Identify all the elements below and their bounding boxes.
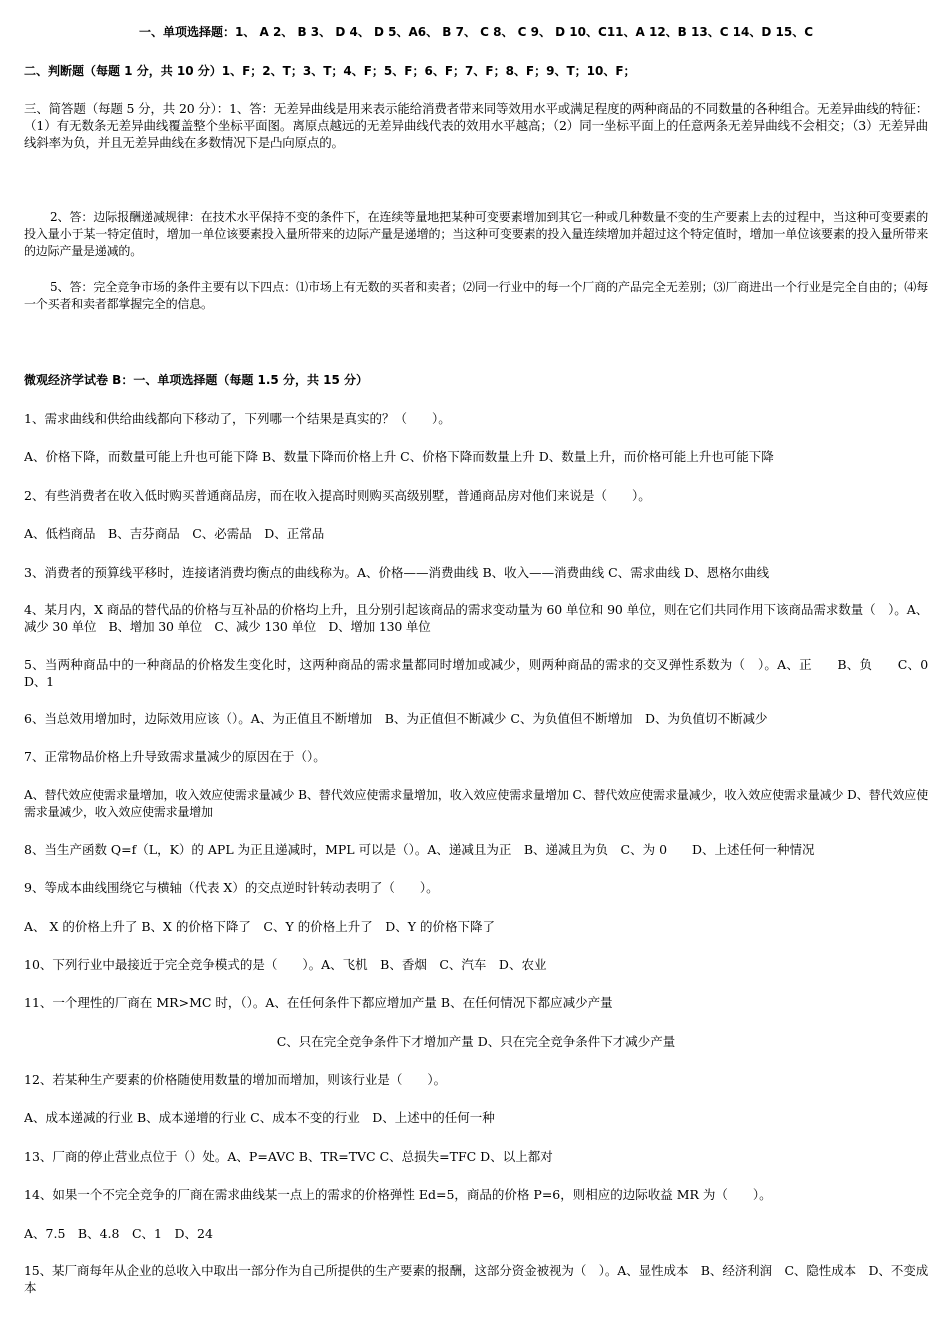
question-9: 9、等成本曲线围绕它与横轴（代表 X）的交点逆时针转动表明了（ ）。 bbox=[24, 880, 439, 895]
question-8: 8、当生产函数 Q=f（L，K）的 APL 为正且递减时，MPL 可以是（）。A、递减且为正 B、递减且为负 C、为 0 D、上述任何一种情况 bbox=[24, 842, 815, 857]
exam-b-heading: 微观经济学试卷 B：一、单项选择题（每题 1.5 分，共 15 分） bbox=[24, 373, 368, 387]
question-12-options: A、成本递减的行业 B、成本递增的行业 C、成本不变的行业 D、上述中的任何一种 bbox=[24, 1110, 495, 1125]
question-12: 12、若某种生产要素的价格随使用数量的增加而增加，则该行业是（ ）。 bbox=[24, 1072, 447, 1087]
question-11-options-cd: C、只在完全竞争条件下才增加产量 D、只在完全竞争条件下才减少产量 bbox=[276, 1034, 676, 1049]
question-11: 11、一个理性的厂商在 MR>MC 时，（）。A、在任何条件下都应增加产量 B、在任何情况下都应减少产量 bbox=[24, 995, 613, 1010]
question-14: 14、如果一个不完全竞争的厂商在需求曲线某一点上的需求的价格弹性 Ed=5，商品的价格 P=6，则相应的边际收益 MR 为（ ）。 bbox=[24, 1187, 772, 1202]
question-5: 5、当两种商品中的一种商品的价格发生变化时，这两种商品的需求量都同时增加或减少，则两种商品的需求的交叉弹性系数为（ ）。A、正 B、负 C、0 D、1 bbox=[24, 657, 928, 689]
question-2-options: A、低档商品 B、吉芬商品 C、必需品 D、正常品 bbox=[24, 526, 325, 541]
answers-judgment-line: 二、判断题（每题 1 分，共 10 分）1、F；2、T；3、T；4、F；5、F；6、F；7、F；8、F；9、T；10、F； bbox=[24, 64, 636, 78]
question-1: 1、需求曲线和供给曲线都向下移动了，下列哪一个结果是真实的？（ ）。 bbox=[24, 411, 451, 426]
question-13: 13、厂商的停止营业点位于（）处。A、P=AVC B、TR=TVC C、总损失=TFC D、以上都对 bbox=[24, 1149, 553, 1164]
question-4: 4、某月内，X 商品的替代品的价格与互补品的价格均上升，且分别引起该商品的需求变动量为 60 单位和 90 单位，则在它们共同作用下该商品需求数量（ ）。A、减少 30 单位 B、增加 30 单位 C、减少 130 单位 D、增加 130 单位 bbox=[24, 602, 928, 634]
answers-short-q5: 5、答：完全竞争市场的条件主要有以下四点：⑴市场上有无数的买者和卖者；⑵同一行业中的每一个厂商的产品完全无差别；⑶厂商进出一个行业是完全自由的；⑷每一个买者和卖者都掌握完全的信息。 bbox=[24, 280, 928, 311]
question-10: 10、下列行业中最接近于完全竞争模式的是（ ）。A、飞机 B、香烟 C、汽车 D、农业 bbox=[24, 957, 547, 972]
question-2: 2、有些消费者在收入低时购买普通商品房，而在收入提高时则购买高级别墅，普通商品房对他们来说是（ ）。 bbox=[24, 488, 651, 503]
answers-short-q1: 三、简答题（每题 5 分，共 20 分）：1、答：无差异曲线是用来表示能给消费者带来同等效用水平或满足程度的两种商品的不同数量的各种组合。无差异曲线的特征：（1）有无数条无差异曲线覆盖整个坐标平面图。离原点越远的无差异曲线代表的效用水平越高；（2）同一坐标平面上的任意两条无差异曲线不会相交；（3）无差异曲线斜率为负，并且无差异曲线在多数情况下是凸向原点的。 bbox=[24, 101, 928, 150]
answers-short-q2: 2、答：边际报酬递减规律：在技术水平保持不变的条件下，在连续等量地把某种可变要素增加到其它一种或几种数量不变的生产要素上去的过程中，当这种可变要素的投入量小于某一特定值时，增加一单位该要素投入量所带来的边际产量是递增的；当这种可变要素的投入量连续增加并超过这个特定值时，增加一单位该要素的投入量所带来的边际产量是递减的。 bbox=[24, 210, 928, 258]
question-15: 15、某厂商每年从企业的总收入中取出一部分作为自己所提供的生产要素的报酬，这部分资金被视为（ ）。A、显性成本 B、经济利润 C、隐性成本 D、不变成本 bbox=[24, 1263, 928, 1295]
question-7-options: A、替代效应使需求量增加，收入效应使需求量减少 B、替代效应使需求量增加，收入效应使需求量增加 C、替代效应使需求量减少，收入效应使需求量减少 D、替代效应使需求量减少，收入效应使需求量增加 bbox=[24, 788, 928, 819]
question-3: 3、消费者的预算线平移时，连接诸消费均衡点的曲线称为。A、价格——消费曲线 B、收入——消费曲线 C、需求曲线 D、恩格尔曲线 bbox=[24, 565, 770, 580]
question-7: 7、正常物品价格上升导致需求量减少的原因在于（）。 bbox=[24, 749, 326, 764]
question-9-options: A、 X 的价格上升了 B、X 的价格下降了 C、Y 的价格上升了 D、Y 的价格下降了 bbox=[24, 919, 495, 934]
question-1-options: A、价格下降，而数量可能上升也可能下降 B、数量下降而价格上升 C、价格下降而数量上升 D、数量上升，而价格可能上升也可能下降 bbox=[24, 449, 774, 464]
answers-choice-line: 一、单项选择题：1、 A 2、 B 3、 D 4、 D 5、A6、 B 7、 C 8、 C 9、 D 10、C11、A 12、B 13、C 14、D 15、C bbox=[138, 25, 814, 39]
question-14-options: A、7.5 B、4.8 C、1 D、24 bbox=[24, 1226, 213, 1241]
question-6: 6、当总效用增加时，边际效用应该（）。A、为正值且不断增加 B、为正值但不断减少 C、为负值但不断增加 D、为负值切不断减少 bbox=[24, 711, 768, 726]
